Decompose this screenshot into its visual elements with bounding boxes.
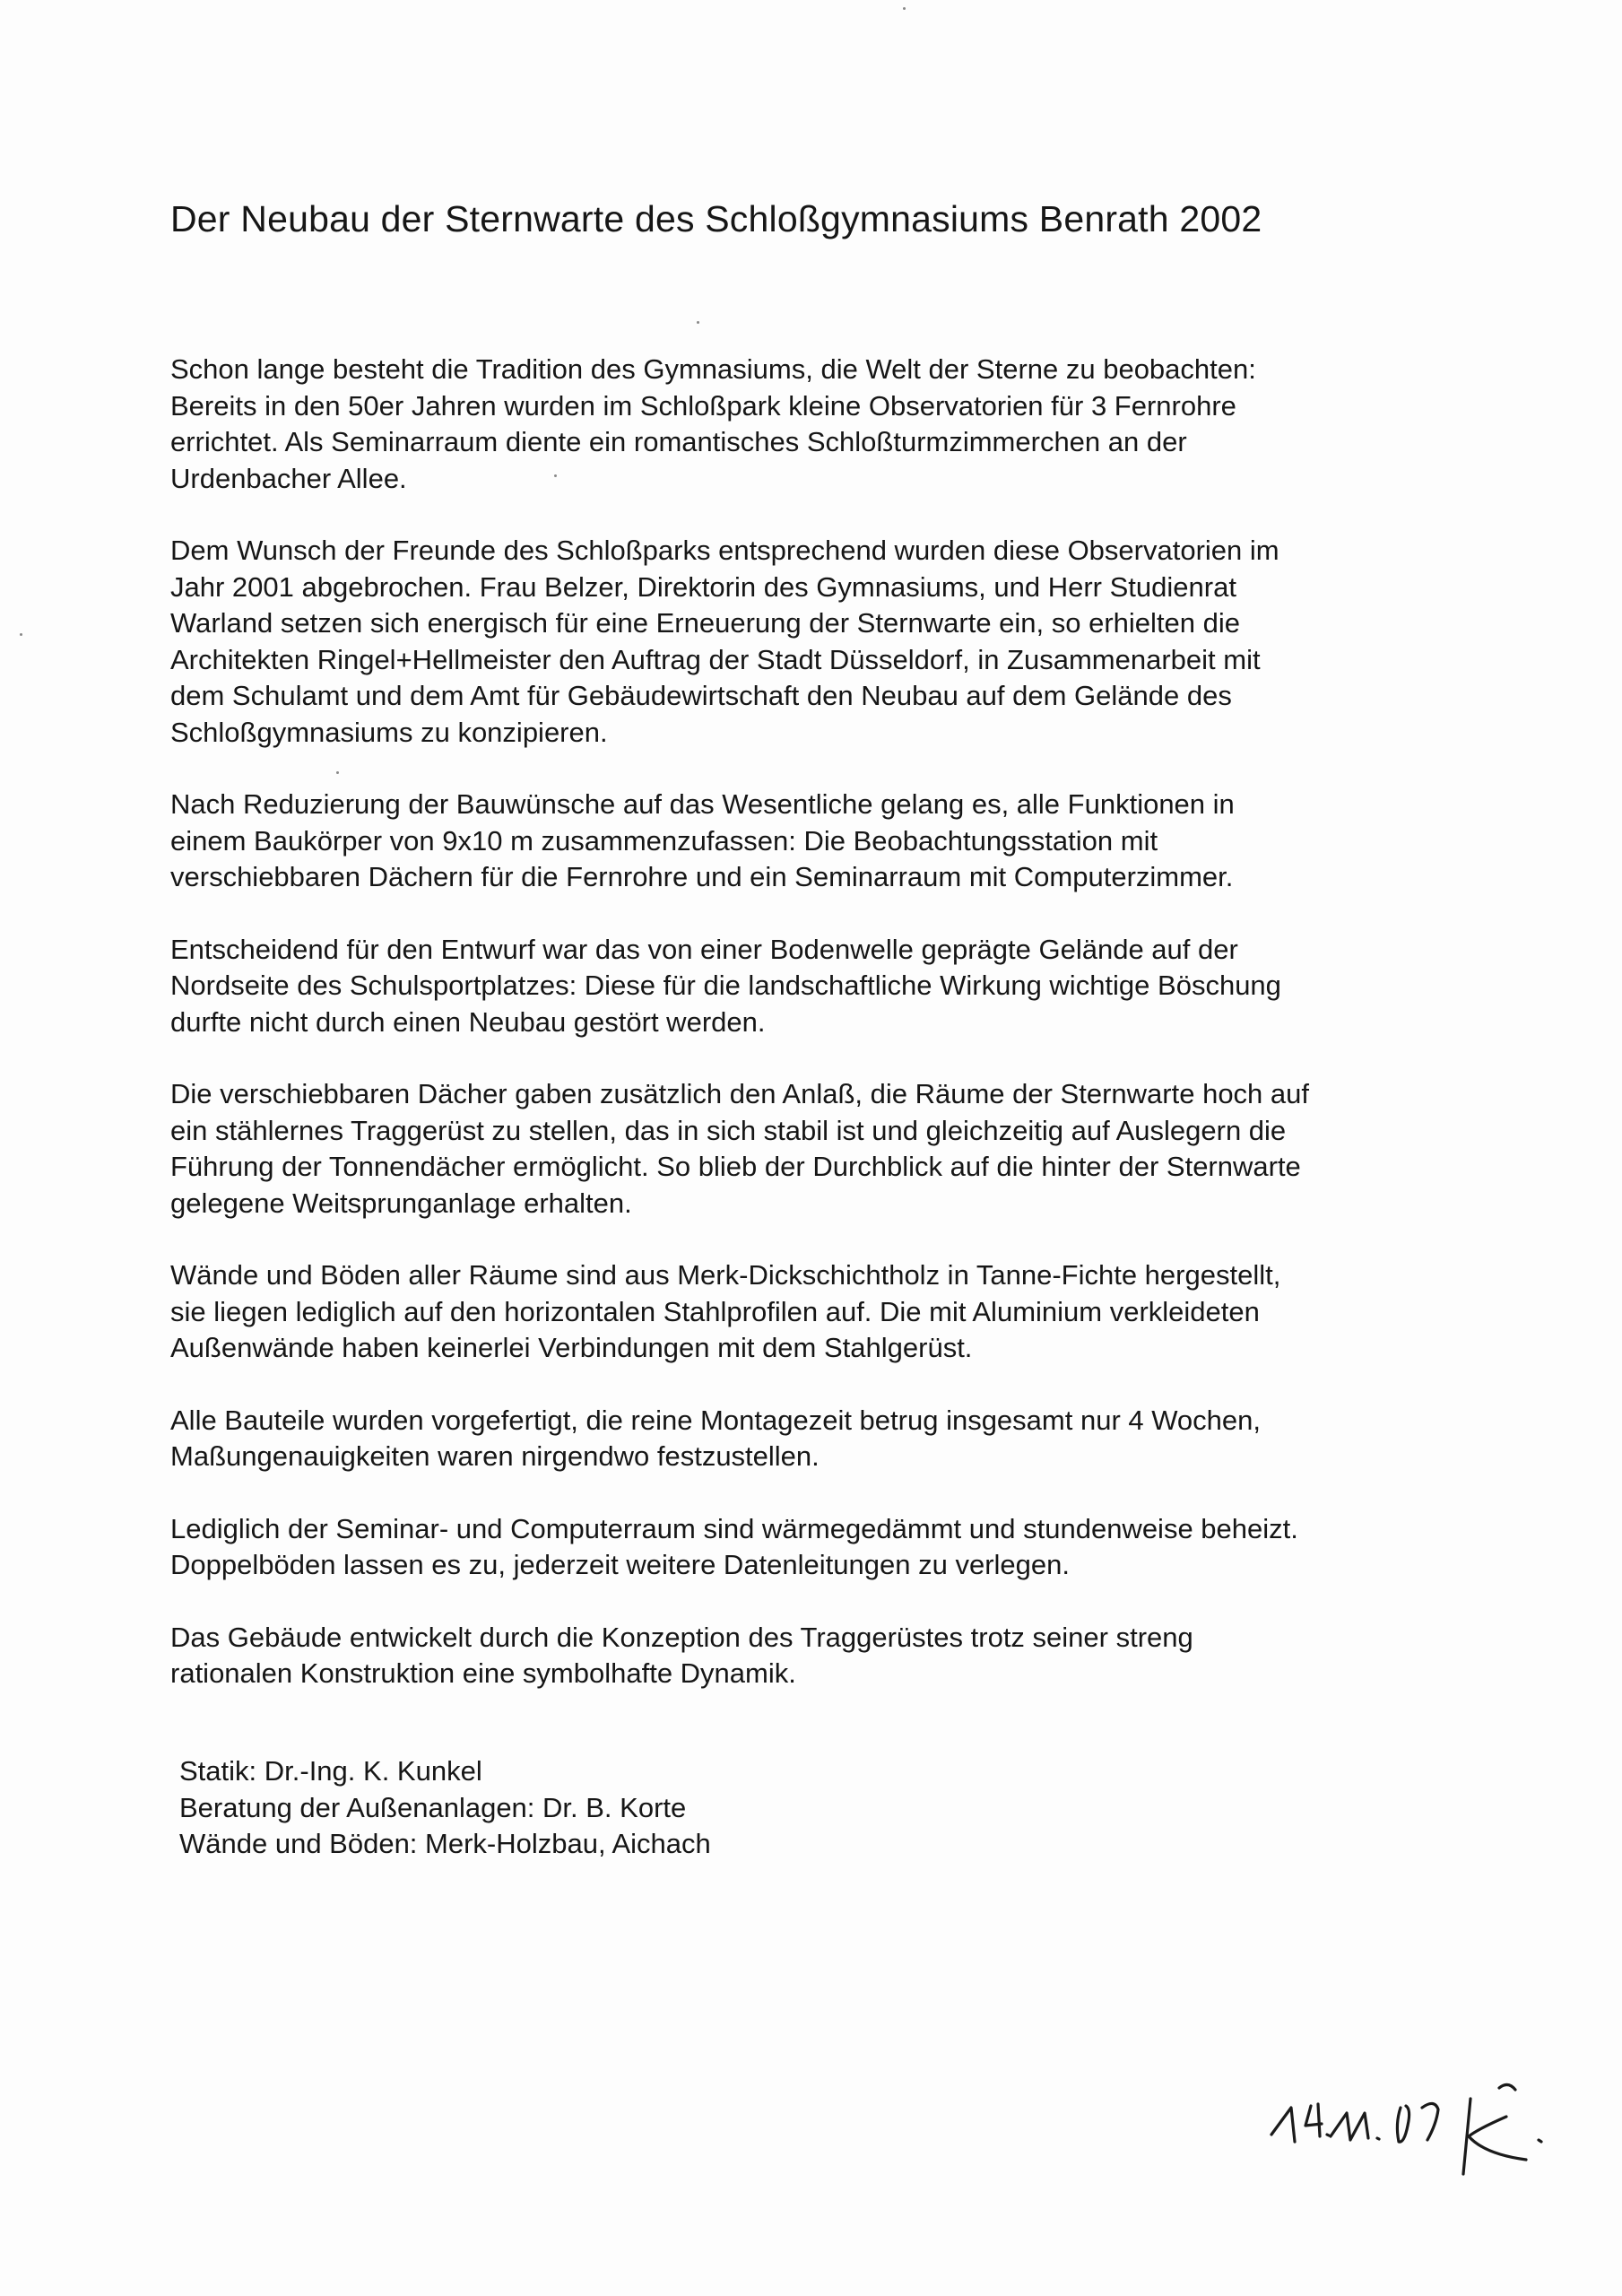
text-line: verschiebbaren Dächern für die Fernrohre und ein Seminarraum mit Computerzimmer. (170, 861, 1234, 892)
text-line: ein stählernes Traggerüst zu stellen, das in sich stabil ist und gleichzeitig auf Auslegern die (170, 1114, 1287, 1146)
body-text (170, 352, 1462, 1728)
text-line: Das Gebäude entwickelt durch die Konzeption des Traggerüstes trotz seiner streng (170, 1621, 1193, 1653)
text-line: sie liegen lediglich auf den horizontalen Stahlprofilen auf. Die mit Aluminium verkleideten (170, 1295, 1260, 1327)
handwritten-date-signature (1264, 2054, 1605, 2179)
text-line: Außenwände haben keinerlei Verbindungen mit dem Stahlgerüst. (170, 1332, 973, 1363)
text-line: Alle Bauteile wurden vorgefertigt, die reine Montagezeit betrug insgesamt nur 4 Wochen, (170, 1404, 1262, 1436)
paragraph-3 (170, 787, 1462, 896)
text-line: Wände und Böden aller Räume sind aus Merk-Dickschichtholz in Tanne-Fichte hergestellt, (170, 1259, 1281, 1291)
scan-speck (697, 321, 699, 324)
text-line: Doppelböden lassen es zu, jederzeit weitere Datenleitungen zu verlegen. (170, 1549, 1070, 1580)
text-line: Schon lange besteht die Tradition des Gymnasiums, die Welt der Sterne zu beobachten: (170, 353, 1256, 385)
paragraph-6 (170, 1257, 1462, 1367)
text-line: Dem Wunsch der Freunde des Schloßparks entsprechend wurden diese Observatorien im (170, 535, 1279, 566)
text-line: Schloßgymnasiums zu konzipieren. (170, 716, 608, 748)
text-line: errichtet. Als Seminarraum diente ein romantisches Schloßturmzimmerchen an der (170, 426, 1187, 457)
text-line: einem Baukörper von 9x10 m zusammenzufassen: Die Beobachtungsstation mit (170, 824, 1158, 857)
text-line: Entscheidend für den Entwurf war das von einer Bodenwelle geprägte Gelände auf der (170, 933, 1238, 965)
text-line: Jahr 2001 abgebrochen. Frau Belzer, Direktorin des Gymnasiums, und Herr Studienrat (170, 570, 1236, 603)
text-line: rationalen Konstruktion eine symbolhafte Dynamik. (170, 1657, 796, 1689)
credit-line: Wände und Böden: Merk-Holzbau, Aichach (179, 1828, 711, 1859)
scan-speck (336, 771, 339, 774)
paragraph-1 (170, 352, 1462, 497)
paragraph-8 (170, 1511, 1462, 1584)
text-line: Warland setzen sich energisch für eine Erneuerung der Sternwarte ein, so erhielten die (170, 607, 1241, 639)
text-line: Lediglich der Seminar- und Computerraum sind wärmegedämmt und stundenweise beheizt. (170, 1512, 1298, 1544)
paragraph-9 (170, 1620, 1462, 1692)
text-line: durfte nicht durch einen Neubau gestört werden. (170, 1005, 766, 1038)
text-line: gelegene Weitsprunganlage erhalten. (170, 1187, 632, 1219)
scan-speck (903, 7, 906, 10)
credit-line: Beratung der Außenanlagen: Dr. B. Korte (179, 1791, 687, 1823)
credit-line: Statik: Dr.-Ing. K. Kunkel (179, 1755, 482, 1787)
paragraph-2 (170, 533, 1462, 751)
text-line: Die verschiebbaren Dächer gaben zusätzlich den Anlaß, die Räume der Sternwarte hoch auf (170, 1078, 1310, 1109)
text-line: Architekten Ringel+Hellmeister den Auftrag der Stadt Düsseldorf, in Zusammenarbeit mit (170, 643, 1261, 675)
paragraph-7 (170, 1403, 1462, 1475)
text-line: Bereits in den 50er Jahren wurden im Schloßpark kleine Observatorien für 3 Fernrohre (170, 389, 1236, 422)
text-line: Nordseite des Schulsportplatzes: Diese für die landschaftliche Wirkung wichtige Böschung (170, 970, 1281, 1001)
credits (179, 1753, 711, 1863)
text-line: Urdenbacher Allee. (170, 462, 407, 494)
text-line: Führung der Tonnendächer ermöglicht. So blieb der Durchblick auf die hinter der Sternwarte (170, 1151, 1301, 1182)
paragraph-4 (170, 932, 1462, 1041)
scan-speck (20, 633, 22, 636)
paragraph-5 (170, 1076, 1462, 1222)
scan-speck (554, 474, 557, 477)
text-line: dem Schulamt und dem Amt für Gebäudewirtschaft den Neubau auf dem Gelände des (170, 680, 1232, 711)
text-line: Nach Reduzierung der Bauwünsche auf das Wesentliche gelang es, alle Funktionen in (170, 788, 1235, 820)
text-line: Maßungenauigkeiten waren nirgendwo festzustellen. (170, 1440, 820, 1472)
page-title: Der Neubau der Sternwarte des Schloßgymnasiums Benrath 2002 (170, 198, 1262, 239)
